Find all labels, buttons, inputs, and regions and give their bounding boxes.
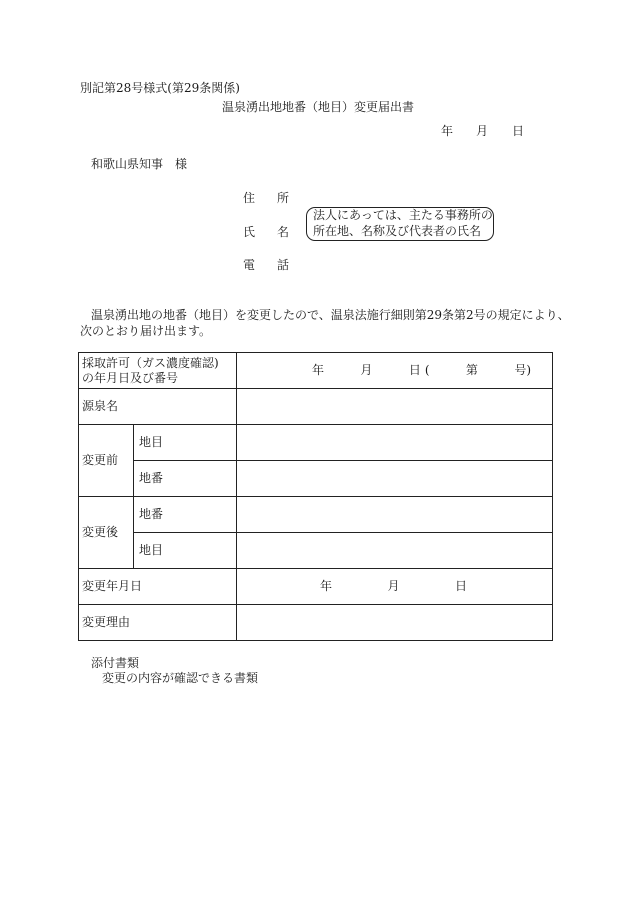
address-label-2: 所 xyxy=(277,191,290,205)
phone-label-1: 電 xyxy=(243,258,256,272)
reason-label: 変更理由 xyxy=(79,605,237,641)
addressee: 和歌山県知事 様 xyxy=(91,157,188,171)
attachments-item: 変更の内容が確認できる書類 xyxy=(102,671,259,685)
table-row xyxy=(79,389,553,425)
date-day: 日 xyxy=(512,124,525,138)
permit-value xyxy=(240,363,549,378)
table-row xyxy=(79,497,553,533)
change-date-year: 年 xyxy=(320,579,333,593)
table-row xyxy=(79,353,553,389)
name-label-2: 名 xyxy=(277,225,290,239)
source-name-label: 源泉名 xyxy=(79,389,237,425)
name-label-1: 氏 xyxy=(243,225,256,239)
body-text-line2: 次のとおり届け出ます。 xyxy=(80,324,212,338)
after-row-1-value[interactable] xyxy=(237,497,553,533)
permit-year: 年 xyxy=(312,363,325,377)
change-date-value xyxy=(240,579,549,594)
permit-go: 号) xyxy=(514,363,531,377)
change-date-month: 月 xyxy=(387,579,400,593)
permit-day: 日 ( xyxy=(408,363,430,377)
notification-table xyxy=(78,352,553,641)
table-row xyxy=(79,425,553,461)
before-row-2-value[interactable] xyxy=(237,461,553,497)
document-title: 温泉湧出地地番（地目）変更届出書 xyxy=(222,100,415,114)
corporate-note-line1: 法人にあっては、主たる事務所の xyxy=(313,208,493,222)
before-row-1-value[interactable] xyxy=(237,425,553,461)
before-label: 変更前 xyxy=(79,425,134,497)
permit-label-line1: 採取許可（ガス濃度確認) xyxy=(82,355,219,370)
phone-label-2: 話 xyxy=(277,258,290,272)
before-row-1-label: 地目 xyxy=(134,425,237,461)
before-row-2-label: 地番 xyxy=(134,461,237,497)
form-id: 別記第28号様式(第29条関係) xyxy=(80,81,240,95)
after-row-2-value[interactable] xyxy=(237,533,553,569)
after-label: 変更後 xyxy=(79,497,134,569)
permit-month: 月 xyxy=(360,363,373,377)
change-date-value-cell[interactable] xyxy=(237,569,553,605)
after-row-2-label: 地目 xyxy=(134,533,237,569)
permit-label-cell xyxy=(79,353,237,389)
table-row xyxy=(79,569,553,605)
table-row xyxy=(79,461,553,497)
corporate-note-line2: 所在地、名称及び代表者の氏名 xyxy=(313,224,482,238)
permit-label-line2: の年月日及び番号 xyxy=(82,370,179,385)
permit-value-cell[interactable] xyxy=(237,353,553,389)
address-label-1: 住 xyxy=(243,191,256,205)
table-row xyxy=(79,533,553,569)
change-date-day: 日 xyxy=(454,579,467,593)
source-name-value[interactable] xyxy=(237,389,553,425)
date-year: 年 xyxy=(441,124,454,138)
date-month: 月 xyxy=(476,124,489,138)
after-row-1-label: 地番 xyxy=(134,497,237,533)
permit-no: 第 xyxy=(465,363,478,377)
change-date-label: 変更年月日 xyxy=(79,569,237,605)
body-text-line1: 温泉湧出地の地番（地目）を変更したので、温泉法施行細則第29条第2号の規定により、 xyxy=(91,308,570,322)
table-row xyxy=(79,605,553,641)
attachments-title: 添付書類 xyxy=(91,656,140,670)
reason-value[interactable] xyxy=(237,605,553,641)
